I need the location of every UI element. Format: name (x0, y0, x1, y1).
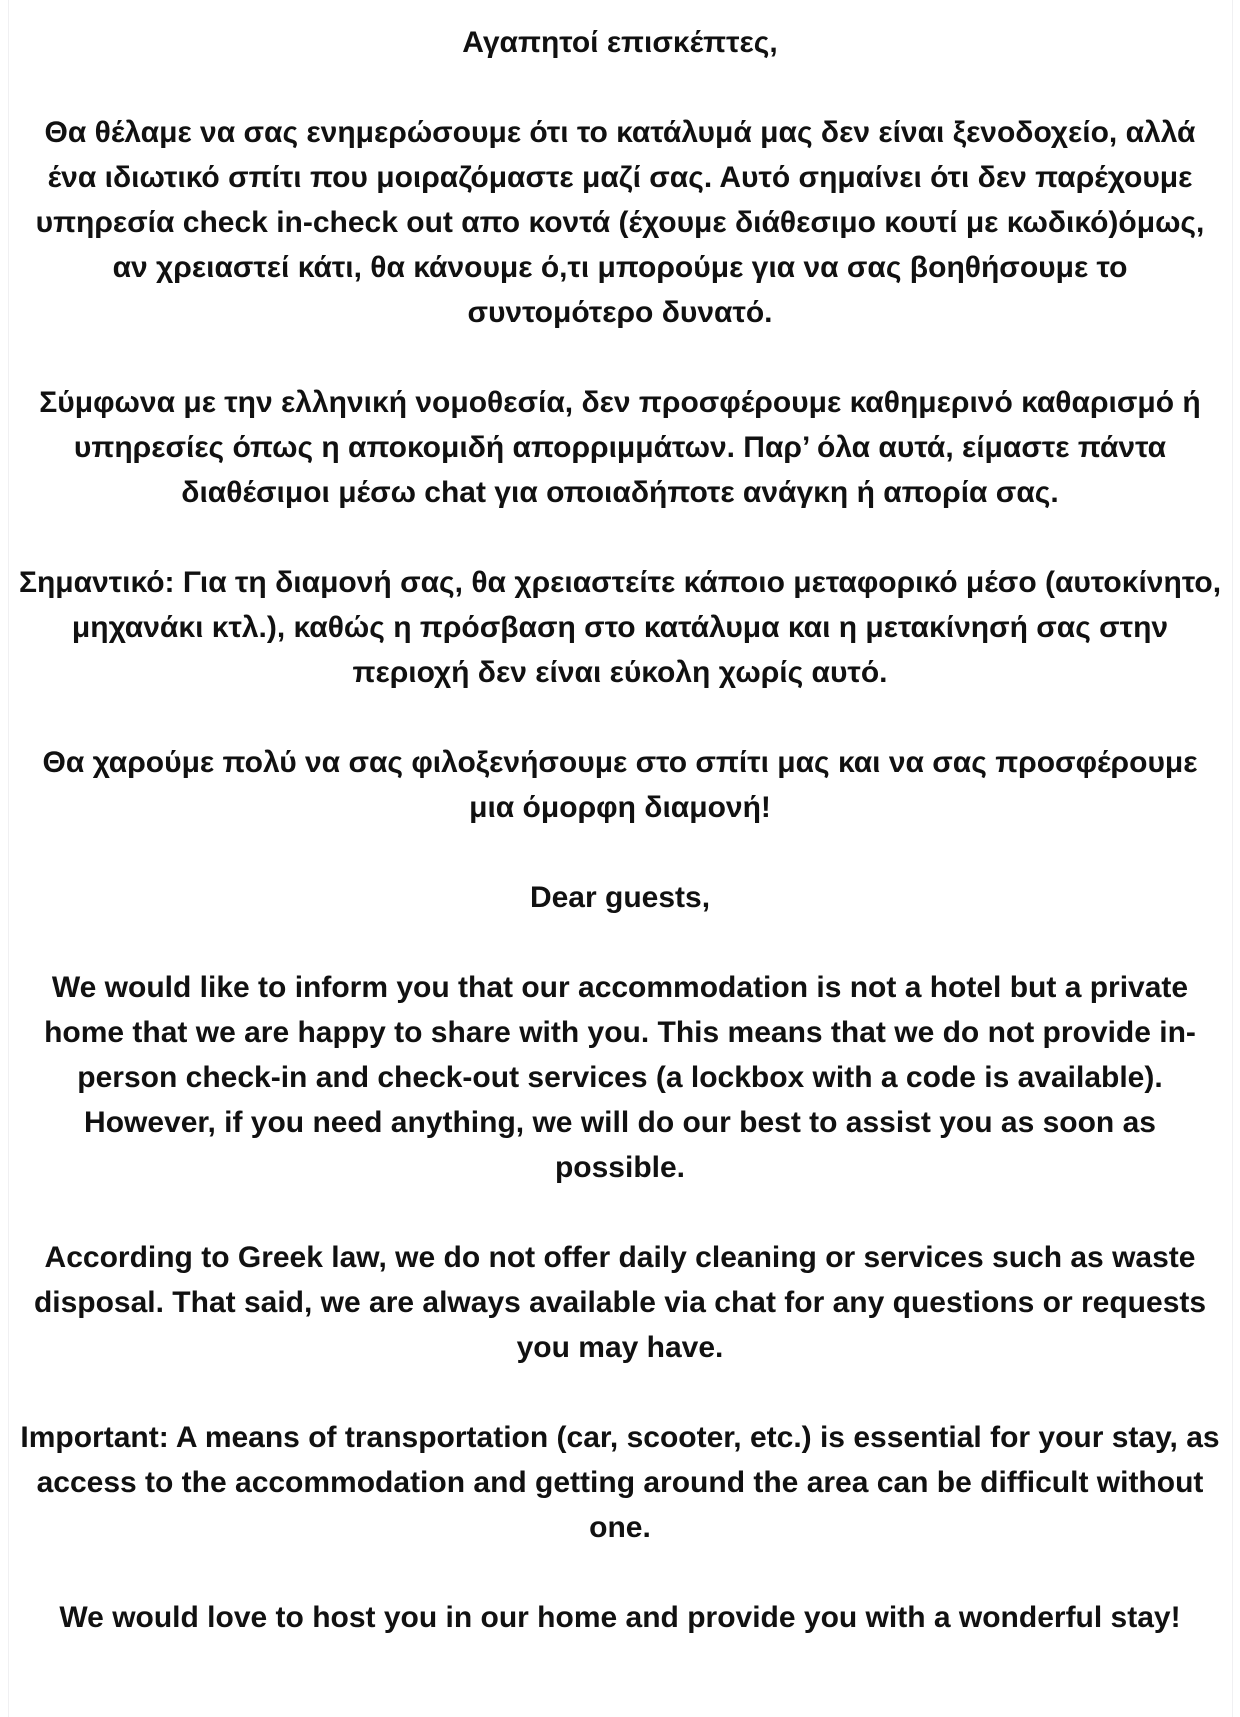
english-paragraph-transport: Important: A means of transportation (car, scooter, etc.) is essential for your stay, as access to the accommodation and getting around the area can be difficult without one. (20, 1421, 1220, 1544)
english-greeting: Dear guests, (529, 881, 711, 914)
greek-greeting: Αγαπητοί επισκέπτες, (462, 26, 778, 59)
english-paragraph-cleaning: According to Greek law, we do not offer daily cleaning or services such as waste disposal. That said, we are always available via chat for any questions or requests you may have. (33, 1241, 1207, 1364)
greek-paragraph-hotel: Θα θέλαμε να σας ενημερώσουμε ότι το κατάλυμά μας δεν είναι ξενοδοχείο, αλλά ένα ιδιωτικό σπίτι που μοιραζόμαστε μαζί σας. Αυτό σημαίνει ότι δεν παρέχουμε υπηρεσία check in-check out απο κοντά (έχουμε διάθεσιμο κουτί με κωδικό)όμως, αν χρειαστεί κάτι, θα κάνουμε ό,τι μπορούμε για να σας βοηθήσουμε το συντομότερο δυνατό. (35, 116, 1205, 329)
greek-paragraph-transport: Σημαντικό: Για τη διαμονή σας, θα χρειαστείτε κάποιο μεταφορικό μέσο (αυτοκίνητο, μηχανάκι κτλ.), καθώς η πρόσβαση στο κατάλυμα και η μετακίνησή σας στην περιοχή δεν είναι εύκολη χωρίς αυτό. (18, 566, 1222, 689)
greek-paragraph-cleaning: Σύμφωνα με την ελληνική νομοθεσία, δεν προσφέρουμε καθημερινό καθαρισμό ή υπηρεσίες όπως η αποκομιδή απορριμμάτων. Παρ’ όλα αυτά, είμαστε πάντα διαθέσιμοι μέσω chat για οποιαδήποτε ανάγκη ή απορία σας. (39, 386, 1201, 509)
greek-paragraph-closing: Θα χαρούμε πολύ να σας φιλοξενήσουμε στο σπίτι μας και να σας προσφέρουμε μια όμορφη διαμονή! (42, 746, 1198, 824)
document-page (8, 0, 1233, 1717)
document-body (9, 0, 1232, 1640)
english-paragraph-closing: We would love to host you in our home and provide you with a wonderful stay! (59, 1601, 1181, 1634)
english-paragraph-hotel: We would like to inform you that our accommodation is not a hotel but a private home that we are happy to share with you. This means that we do not provide in-person check-in and check-out services (a lockbox with a code is available). However, if you need anything, we will do our best to assist you as soon as possible. (44, 971, 1196, 1184)
